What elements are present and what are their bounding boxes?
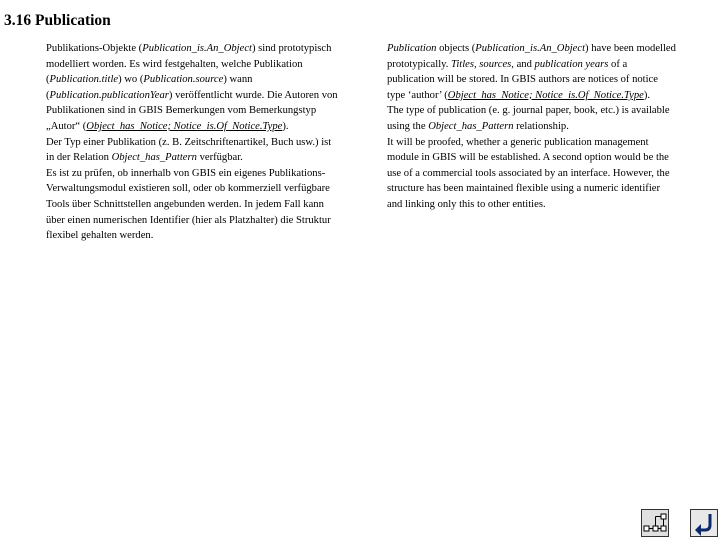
attribute-name: Titles, sources (451, 58, 512, 70)
notice-relation-link[interactable]: Object_has_Notice; Notice_is.Of_Notice.Type (447, 89, 644, 101)
english-paragraph-1: Publication objects (Publication_is.An_Object) have been modelled prototypically. Titles, sources, and publication years of a publication will be stored. In GBIS authors are notices of notice type ‘author’ (Object_has_Notice; Notice_is.Of_Notice.Type). (387, 43, 676, 101)
notice-relation-link[interactable]: Object_has_Notice; Notice_is.Of_Notice.Type (86, 120, 283, 132)
diagram-nav-button[interactable] (641, 509, 669, 537)
diagram-icon (642, 510, 668, 536)
relation-name: Object_has_Pattern (428, 120, 514, 132)
english-paragraph-2: The type of publication (e. g. journal paper, book, etc.) is available using the Object_has_Pattern relationship. (387, 105, 670, 132)
attribute-name: Publication.title (49, 74, 119, 86)
german-column (46, 41, 338, 244)
german-paragraph-1: Publikations-Objekte (Publication_is.An_Object) sind prototypisch modelliert worden. Es wird festgehalten, welche Publikation (Publication.title) wo (Publication.source) wann (Publication.publicationYear) veröffentlicht wurde. Die Autoren von Publikationen sind in GBIS Bemerkungen vom Bemerkungstyp „Autor“ (Object_has_Notice; Notice_is.Of_Notice.Type). (46, 43, 338, 132)
attribute-name: Publication.source (143, 74, 224, 86)
return-arrow-icon (691, 510, 717, 536)
english-paragraph-3: It will be proofed, whether a generic publication management module in GBIS will be established. A second option would be the use of a commercial tools associated by an interface. However, the structure has been maintained flexible using a numeric identifier and linking only this to other entities. (387, 136, 670, 210)
relation-name: Object_has_Pattern (111, 152, 197, 164)
back-nav-button[interactable] (690, 509, 718, 537)
entity-name: Publication (387, 43, 437, 54)
entity-name: Publication_is.An_Object (142, 43, 252, 54)
german-paragraph-3: Es ist zu prüfen, ob innerhalb von GBIS ein eigenes Publikations-Verwaltungsmodul existieren soll, oder ob kommerziell verfügbare Tools über Schnittstellen angebunden werden. In jedem Fall kann über einen numerischen Identifier (hier als Platzhalter) die Struktur flexibel gehalten werden. (46, 167, 331, 242)
attribute-name: publication years (534, 58, 609, 70)
german-paragraph-2: Der Typ einer Publikation (z. B. Zeitschriftenartikel, Buch usw.) ist in der Relation Object_has_Pattern verfügbar. (46, 136, 332, 164)
entity-name: Publication_is.An_Object (475, 43, 586, 54)
attribute-name: Publication.publicationYear (49, 89, 169, 101)
english-column (387, 41, 677, 213)
section-heading: 3.16 Publication (4, 12, 111, 29)
